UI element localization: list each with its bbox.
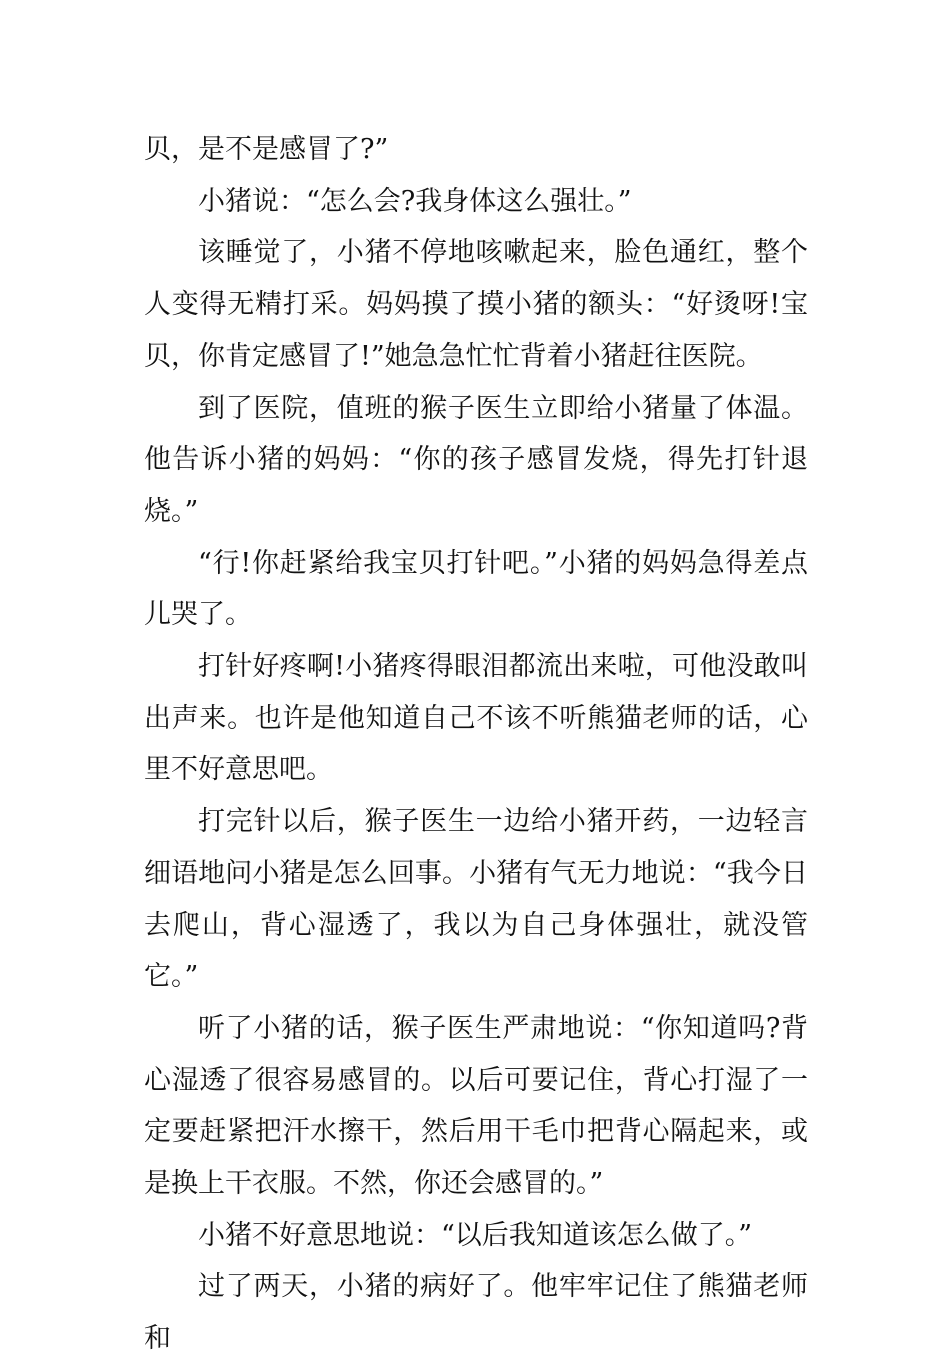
- paragraph: 过了两天，小猪的病好了。他牢牢记住了熊猫老师和: [144, 1271, 808, 1355]
- paragraph: 该睡觉了，小猪不停地咳嗽起来，脸色通红，整个人变得无精打采。妈妈摸了摸小猪的额头：“好烫呀!宝贝，你肯定感冒了!”她急急忙忙背着小猪赶往医院。: [144, 237, 808, 372]
- paragraph: 小猪说：“怎么会?我身体这么强壮。”: [198, 185, 632, 217]
- story-text-body: [144, 124, 808, 1365]
- paragraph: 到了医院，值班的猴子医生立即给小猪量了体温。他告诉小猪的妈妈：“你的孩子感冒发烧，得先打针退烧。”: [144, 392, 808, 527]
- paragraph: 打完针以后，猴子医生一边给小猪开药，一边轻言细语地问小猪是怎么回事。小猪有气无力地说：“我今日去爬山，背心湿透了，我以为自己身体强壮，就没管它。”: [144, 806, 808, 993]
- paragraph: 小猪不好意思地说：“以后我知道该怎么做了。”: [198, 1219, 753, 1251]
- paragraph: “行!你赶紧给我宝贝打针吧。”小猪的妈妈急得差点儿哭了。: [144, 547, 808, 631]
- paragraph: 贝，是不是感冒了?”: [144, 134, 389, 165]
- paragraph: 打针好疼啊!小猪疼得眼泪都流出来啦，可他没敢叫出声来。也许是他知道自己不该不听熊猫老师的话，心里不好意思吧。: [144, 651, 808, 786]
- paragraph: 听了小猪的话，猴子医生严肃地说：“你知道吗?背心湿透了很容易感冒的。以后可要记住，背心打湿了一定要赶紧把汗水擦干，然后用干毛巾把背心隔起来，或是换上干衣服。不然，你还会感冒的。”: [144, 1012, 808, 1200]
